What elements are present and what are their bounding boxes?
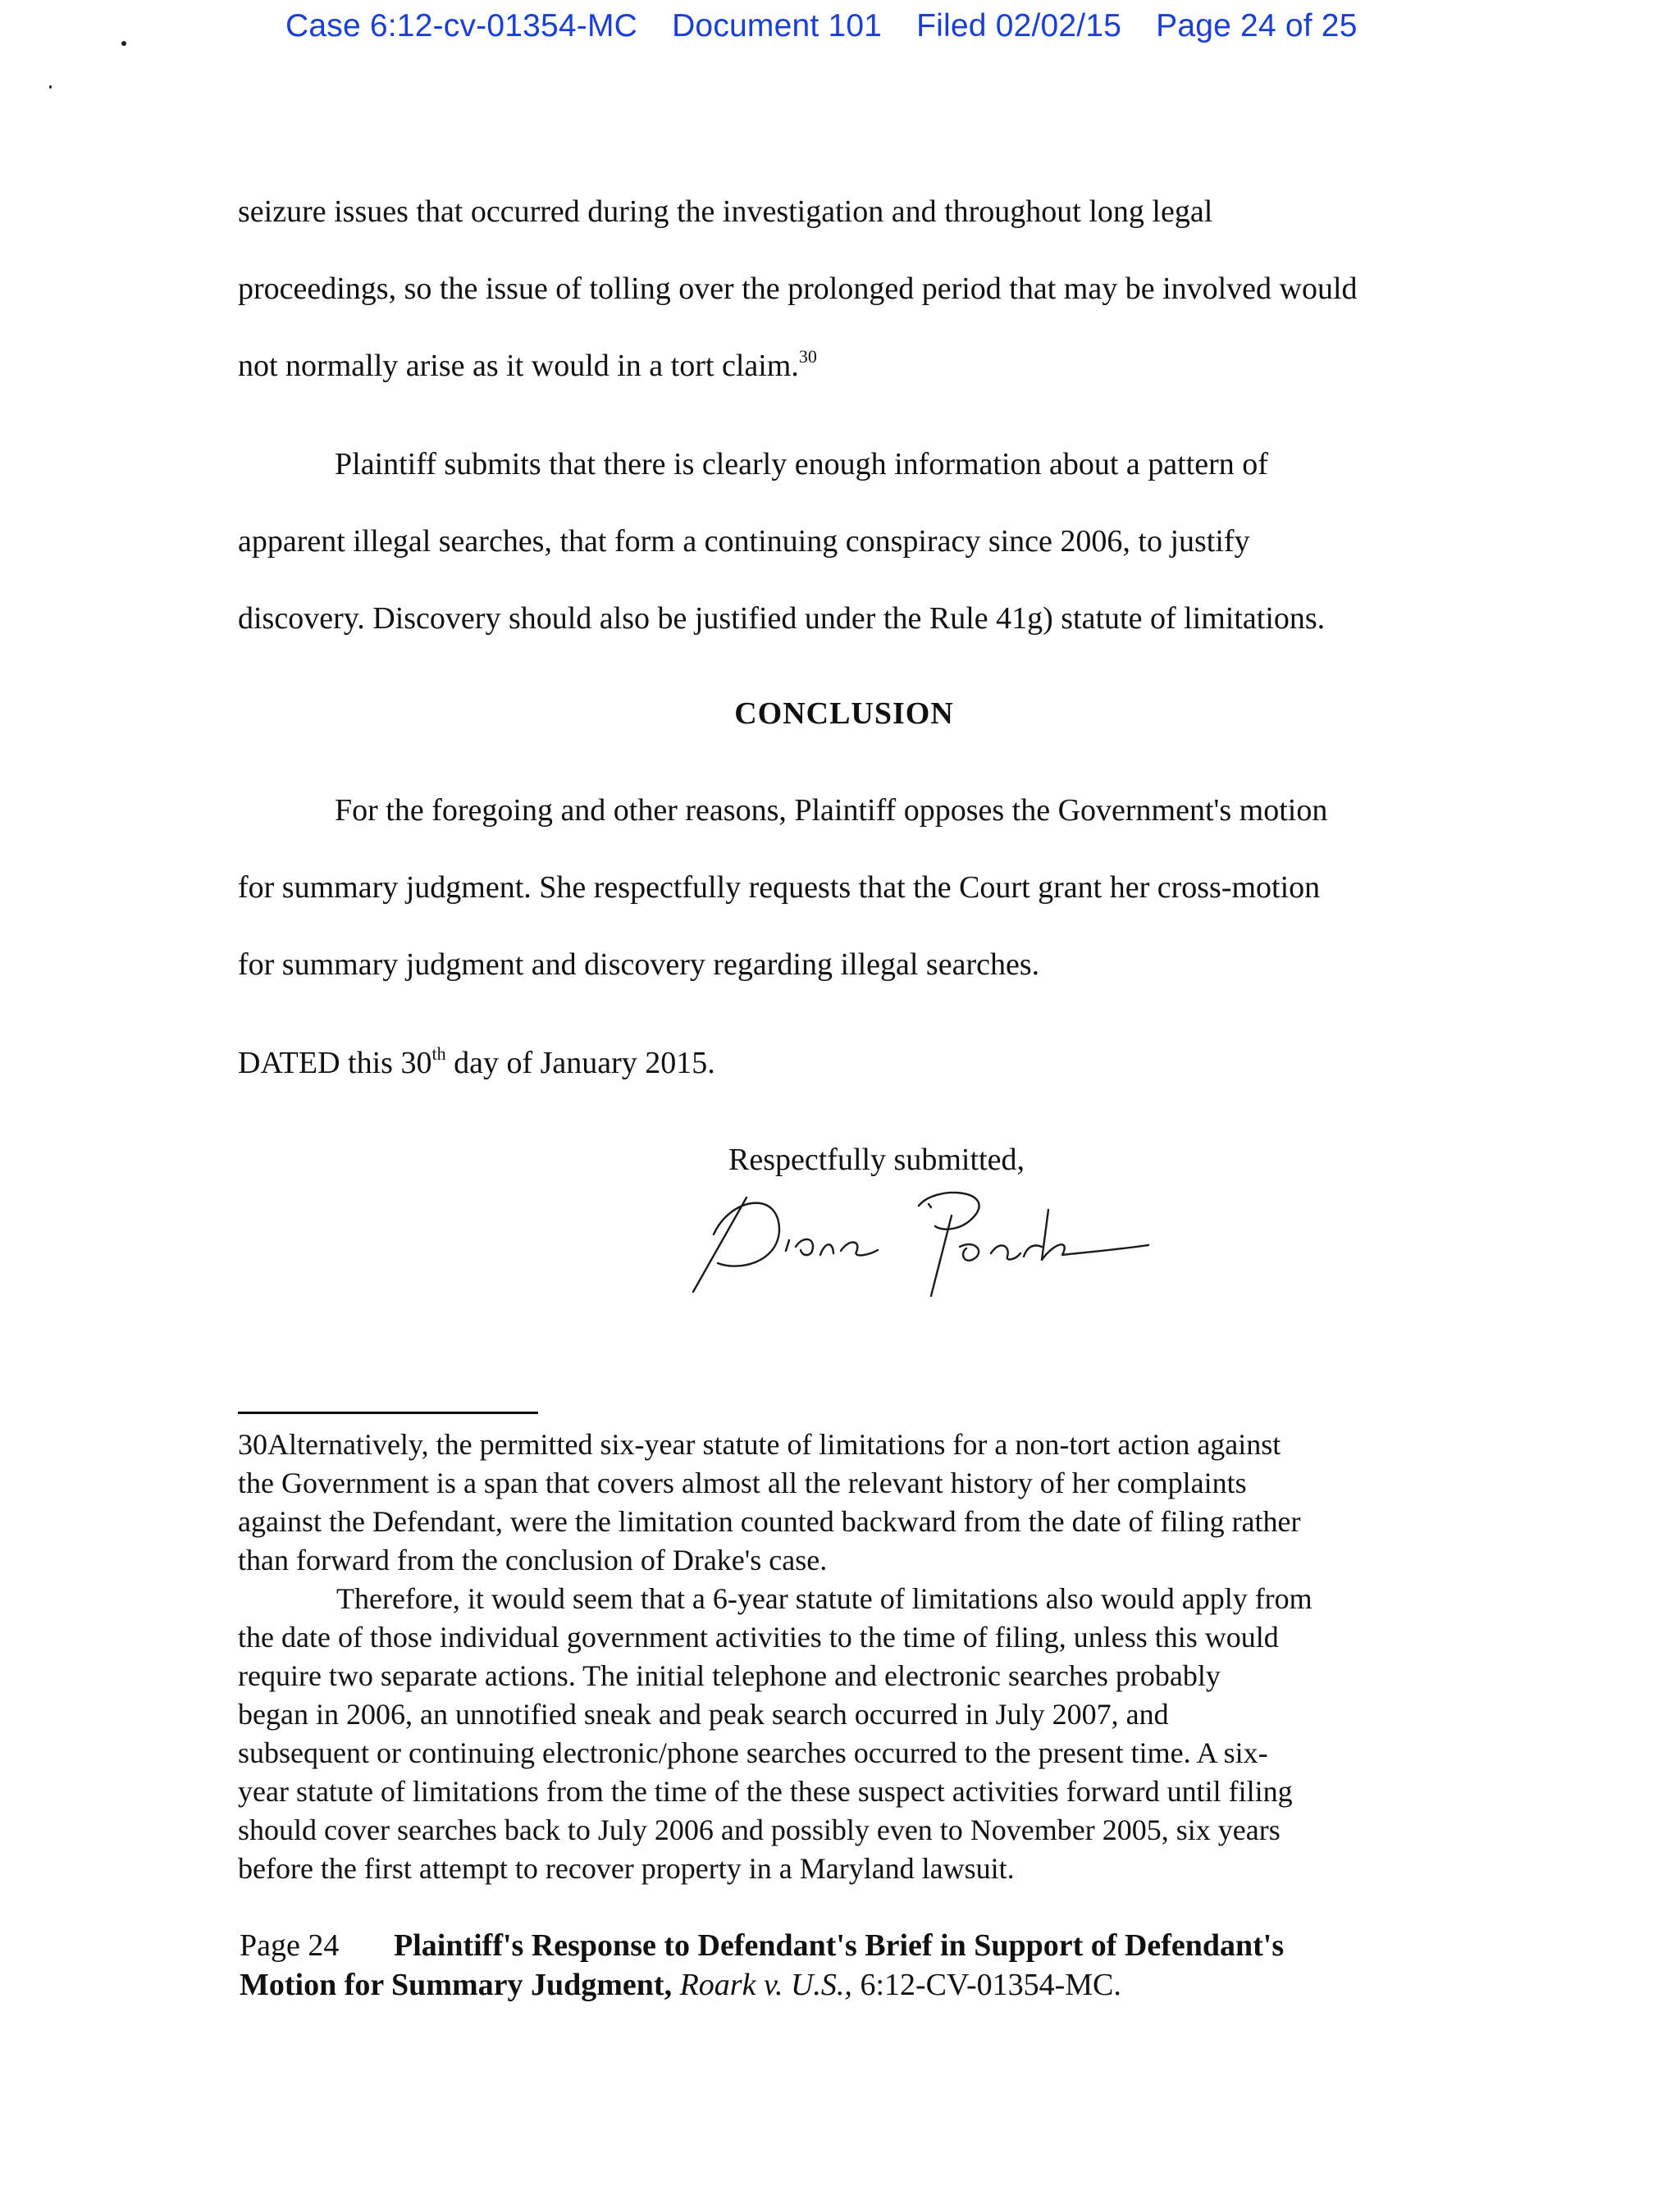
body-line: for summary judgment and discovery regarding illegal searches. xyxy=(238,947,1040,982)
footnote-separator xyxy=(238,1412,538,1414)
dated-ordinal: th xyxy=(431,1043,446,1064)
conclusion-heading-text: CONCLUSION xyxy=(734,696,954,731)
footnote-line: subsequent or continuing electronic/phone searches occurred to the present time. A six- xyxy=(238,1736,1268,1769)
header-document: Document 101 xyxy=(672,8,883,43)
footnote-reference: 30 xyxy=(798,346,817,367)
body-line: seizure issues that occurred during the investigation and throughout long legal xyxy=(238,194,1213,229)
footer-case-number: 6:12-CV-01354-MC. xyxy=(851,1968,1121,2002)
dated-suffix: day of January 2015. xyxy=(445,1046,715,1080)
footer-line-2 xyxy=(240,1967,1121,2003)
footer-case-caption: Roark v. U.S., xyxy=(679,1968,852,2002)
footnote-line: should cover searches back to July 2006 and possibly even to November 2005, six years xyxy=(238,1813,1281,1846)
header-filed-date: Filed 02/02/15 xyxy=(916,8,1122,43)
footnote-line: the Government is a span that covers almost all the relevant history of her complaints xyxy=(238,1467,1247,1499)
body-line: Plaintiff submits that there is clearly enough information about a pattern of xyxy=(335,447,1268,481)
footnote-line: before the first attempt to recover property in a Maryland lawsuit. xyxy=(238,1852,1015,1885)
footnote-line: against the Defendant, were the limitation counted backward from the date of filing rather xyxy=(238,1505,1301,1538)
header-page: Page 24 of 25 xyxy=(1156,8,1358,43)
body-line: proceedings, so the issue of tolling over the prolonged period that may be involved would xyxy=(238,271,1358,306)
footnote-line: than forward from the conclusion of Drake's case. xyxy=(238,1544,828,1576)
dated-line xyxy=(238,1045,715,1081)
footnote-line: began in 2006, an unnotified sneak and peak search occurred in July 2007, and xyxy=(238,1698,1169,1731)
footer-page-label: Page 24 xyxy=(240,1928,340,1963)
body-text: not normally arise as it would in a tort claim. xyxy=(238,349,799,383)
footnote-line: 30Alternatively, the permitted six-year statute of limitations for a non-tort action against xyxy=(238,1428,1281,1461)
footer-document-title-cont: Motion for Summary Judgment, xyxy=(240,1968,673,2002)
body-line-with-footnote xyxy=(238,348,817,384)
conclusion-heading xyxy=(0,696,1680,732)
scan-speck xyxy=(121,41,126,46)
closing-line: Respectfully submitted, xyxy=(728,1143,1025,1177)
ecf-header xyxy=(285,8,1392,44)
footnote-line: year statute of limitations from the time of the these suspect activities forward until filing xyxy=(238,1775,1293,1808)
body-line: discovery. Discovery should also be justified under the Rule 41g) statute of limitations. xyxy=(238,601,1326,636)
footer-line-1 xyxy=(240,1928,1284,1964)
footnote-line: Therefore, it would seem that a 6-year statute of limitations also would apply from xyxy=(336,1582,1312,1615)
dated-prefix: DATED this 30 xyxy=(238,1046,432,1080)
footnote-line: require two separate actions. The initial telephone and electronic searches probably xyxy=(238,1659,1221,1692)
body-line: apparent illegal searches, that form a continuing conspiracy since 2006, to justify xyxy=(238,524,1250,559)
body-line: for summary judgment. She respectfully requests that the Court grant her cross-motion xyxy=(238,870,1321,905)
header-case-number: Case 6:12-cv-01354-MC xyxy=(285,8,638,43)
handwritten-signature xyxy=(681,1181,1173,1304)
footer-document-title: Plaintiff's Response to Defendant's Brief in Support of Defendant's xyxy=(394,1928,1285,1963)
scan-speck xyxy=(49,85,52,89)
body-line: For the foregoing and other reasons, Plaintiff opposes the Government's motion xyxy=(335,793,1328,828)
footnote-line: the date of those individual government activities to the time of filing, unless this would xyxy=(238,1621,1279,1654)
